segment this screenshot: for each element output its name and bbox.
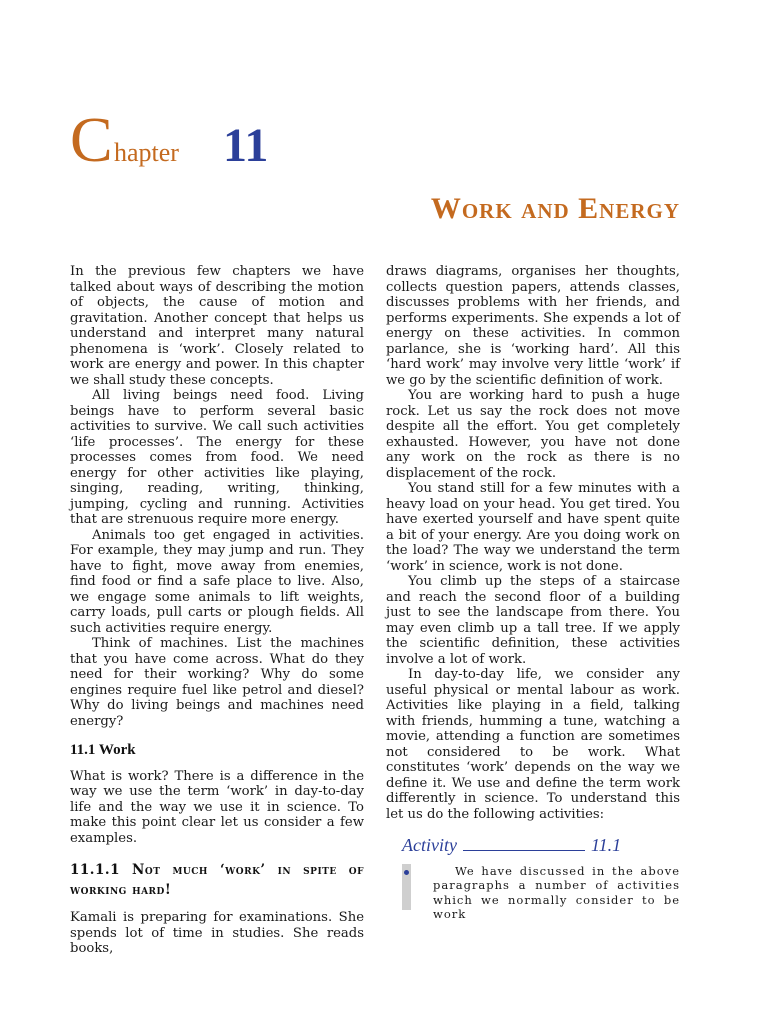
activity-sidebar xyxy=(402,864,411,910)
activity-title xyxy=(402,836,680,854)
paragraph: You are working hard to push a huge rock. Let us say the rock does not move despite all the effort. You get completely exhausted. However, you have not done any work on the rock as there is no displacement of the rock. xyxy=(386,388,680,481)
activity-rule xyxy=(463,836,585,851)
paragraph: In the previous few chapters we have talked about ways of describing the motion of objects, the cause of motion and gravitation. Another concept that helps us understand and interpret many natural phenomena is ‘work’. Closely related to work are energy and power. In this chapter we shall study these concepts. xyxy=(70,264,364,388)
paragraph: You stand still for a few minutes with a heavy load on your head. You get tired. You have exerted yourself and have spent quite a bit of your energy. Are you doing work on the load? The way we understand the term ‘work’ in science, work is not done. xyxy=(386,481,680,574)
right-column xyxy=(386,264,680,922)
activity-number: 11.1 xyxy=(590,835,622,855)
activity-text xyxy=(433,864,680,922)
paragraph: Kamali is preparing for examinations. She spends lot of time in studies. She reads books, xyxy=(70,910,364,956)
paragraph: Animals too get engaged in activities. For example, they may jump and run. They have to fight, move away from enemies, find food or find a safe place to live. Also, we engage some animals to lift weights, carry loads, pull carts or plough fields. All such activities require energy. xyxy=(70,527,364,636)
paragraph: In day-to-day life, we consider any useful physical or mental labour as work. Activities like playing in a field, talking with friends, humming a tune, watching a movie, attending a function are sometimes not considered to be work. What constitutes ‘work’ depends on the way we define it. We use and define the term work differently in science. To understand this let us do the following activities: xyxy=(386,667,680,822)
chapter-word: hapter xyxy=(114,138,179,167)
left-column xyxy=(70,264,364,957)
activity-paragraph: We have discussed in the above paragraphs a number of activities which we normally consider to be work xyxy=(433,863,680,921)
paragraph: Think of machines. List the machines that you have come across. What do they need for their working? Why do some engines require fuel like petrol and diesel? Why do living beings and machines need energy? xyxy=(70,636,364,729)
paragraph: You climb up the steps of a staircase and reach the second floor of a building just to see the landscape from there. You may even climb up a tall tree. If we apply the scientific definition, these activities involve a lot of work. xyxy=(386,574,680,667)
chapter-initial: C xyxy=(70,104,113,175)
activity-label: Activity xyxy=(402,835,457,855)
section-heading: 11.1 Work xyxy=(70,742,136,758)
activity-body xyxy=(386,864,680,922)
paragraph: All living beings need food. Living beings have to perform several basic activities to survive. We call such activities ‘life processes’. The energy for these processes comes from food. We need energy for other activities like playing, singing, reading, writing, thinking, jumping, cycling and running. Activities that are strenuous require more energy. xyxy=(70,388,364,527)
chapter-number: 11 xyxy=(223,119,269,172)
activity-box xyxy=(386,836,680,922)
paragraph: draws diagrams, organises her thoughts, collects question papers, attends classes, discusses problems with her friends, and performs experiments. She expends a lot of energy on these activities. In common parlance, she is ‘working hard’. All this ‘hard work’ may involve very little ‘work’ if we go by the scientific definition of work. xyxy=(386,264,680,388)
paragraph: What is work? There is a difference in the way we use the term ‘work’ in day-to-day life and the way we use it in science. To make this point clear let us consider a few examples. xyxy=(70,768,364,846)
subsection-heading: 11.1.1 Not much ‘work’ in spite of working hard! xyxy=(70,862,364,898)
bullet-icon xyxy=(404,870,409,875)
chapter-title: Work and Energy xyxy=(430,192,680,225)
